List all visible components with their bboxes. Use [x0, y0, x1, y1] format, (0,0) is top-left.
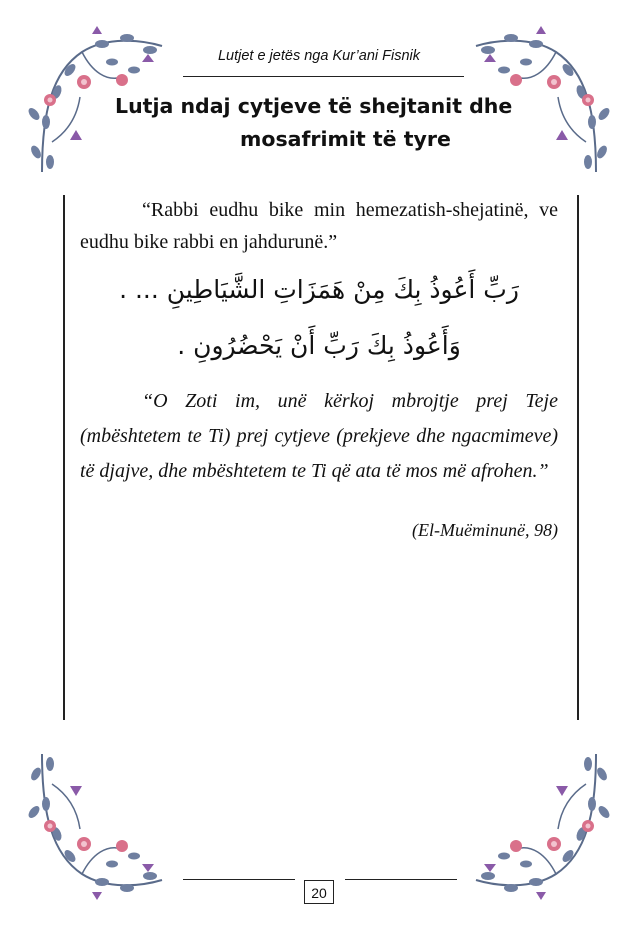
floral-ornament-icon: [22, 744, 172, 904]
transliteration-paragraph: “Rabbi eudhu bike min hemezatish-shejatinë, ve eudhu bike rabbi en jahdurunë.”: [80, 199, 558, 253]
floral-corner-bottom-left: [22, 744, 172, 904]
right-border-line: [577, 195, 579, 720]
running-header: Lutjet e jetës nga Kur’ani Fisnik: [217, 48, 421, 64]
page-number: 20: [304, 880, 334, 904]
arabic-verse-line-2: وَأَعُوذُ بِكَ رَبِّ أَنْ يَحْضُرُونِ .: [177, 331, 461, 360]
section-title-line-1: Lutja ndaj cytjeve të shejtanit dhe: [115, 94, 513, 118]
floral-ornament-icon: [466, 744, 616, 904]
footer-rule-right: [345, 879, 457, 880]
section-title: [115, 90, 535, 156]
left-border-line: [63, 195, 65, 720]
section-title-line-2: mosafrimit të tyre: [240, 127, 451, 151]
floral-corner-bottom-right: [466, 744, 616, 904]
arabic-verse-line-1: رَبِّ أَعُوذُ بِكَ مِنْ هَمَزَاتِ الشَّيَاطِينِ ... .: [119, 275, 519, 304]
header-rule: [183, 76, 464, 77]
translation-paragraph: “O Zoti im, unë kërkoj mbrojtje prej Teje (mbështetem te Ti) prej cytjeve (prekjeve dhe ngacmimeve) të djajve, dhe mbështetem te Ti që ata të mos më afrohen.”: [80, 390, 558, 482]
footer-rule-left: [183, 879, 295, 880]
verse-reference: (El-Muëminunë, 98): [412, 520, 558, 540]
